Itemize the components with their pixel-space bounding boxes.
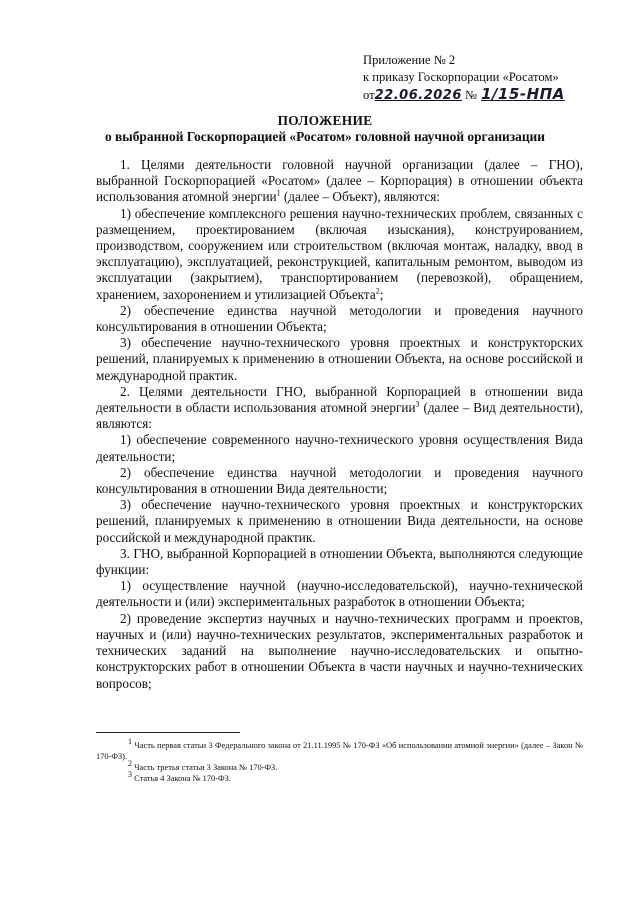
paragraph-2-item-1: 1) обеспечение современного научно-технического уровня осуществления Вида деятельности; [96,432,583,464]
date-prefix: от [363,88,375,102]
paragraph-1-item-3: 3) обеспечение научно-технического уровня проектных и конструкторских решений, планируемых к применению в отношении Объекта, на основе российской и международной практик. [96,335,583,383]
paragraph-1-item-2: 2) обеспечение единства научной методологии и проведения научного консультирования в отношении Объекта; [96,302,583,335]
footnote-ref-1: 1 [276,189,281,199]
paragraph-2-item-3: 3) обеспечение научно-технического уровня проектных и конструкторских решений, планируемых к применению в отношении Вида деятельности, на основе российской и международной практик. [96,497,583,545]
document-subtitle: о выбранной Госкорпорацией «Росатом» головной научной организации [105,129,545,144]
number-prefix: № [465,88,478,102]
paragraph-1: 1. Целями деятельности головной научной организации (далее – ГНО), выбранной Госкорпорацией «Росатом» (далее – Корпорация) в отношении объекта использования атомной энергии$^1$ (далее – Объект), являются: [96,157,583,205]
paragraph-3: 3. ГНО, выбранной Корпорацией в отношении Объекта, выполняются следующие функции: [96,545,583,578]
footnote-1: $^1$ Часть первая статьи 3 Федерального закона от 21.11.1995 № 170-ФЗ «Об использовании атомной энергии» (далее – Закон № 170-ФЗ). [96,737,583,761]
paragraph-1-item-1: 1) обеспечение комплексного решения научно-технических проблем, связанных с размещением, проектированием (включая изыскания), конструированием, производством, сооружением или строительством (включая монтаж, наладку, ввод в эксплуатацию), эксплуатацией, реконструкцией, капитальным ремонтом, выводом из эксплуатации (закрытием), транспортированием (перевозкой), обращением, хранением, захоронением и утилизацией Объекта$^2$; [96,205,583,302]
footnote-ref-3: 3 [415,399,420,409]
paragraph-2-item-2: 2) обеспечение единства научной методологии и проведения научного консультирования в отношении Вида деятельности; [96,464,583,497]
appendix-order-ref: к приказу Госкорпорации «Росатом» [363,70,559,84]
paragraph-3-item-2: 2) проведение экспертиз научных и научно-технических программ и проектов, научных и (или) научно-технических результатов, экспериментальных разработок и технических заданий на выполнение научно-исследовательских и опытно-конструкторских работ в отношении Объекта в части научных и научно-технических вопросов; [96,610,583,691]
paragraph-3-item-1: 1) осуществление научной (научно-исследовательской), научно-технической деятельности и (или) экспериментальных разработок в отношении Объекта; [96,578,583,610]
footnote-3: $^3$ Статья 4 Закона № 170-ФЗ. [128,770,231,783]
appendix-number: Приложение № 2 [363,53,456,67]
paragraph-2: 2. Целями деятельности ГНО, выбранной Корпорацией в отношении вида деятельности в области использования атомной энергии$^3$ (далее – Вид деятельности), являются: [96,383,583,432]
footnote-2: $^2$ Часть третья статьи 3 Закона № 170-ФЗ. [128,759,278,772]
appendix-date-line [363,86,565,104]
document-body [96,157,583,692]
appendix-header [363,52,565,104]
handwritten-date: 22.06.2026 [374,88,462,103]
handwritten-number: 1/15-НПА [481,85,565,103]
footnotes [96,737,583,784]
footnote-divider [96,732,240,733]
document-title: ПОЛОЖЕНИЕ [277,113,373,128]
footnote-ref-2: 2 [375,286,380,296]
